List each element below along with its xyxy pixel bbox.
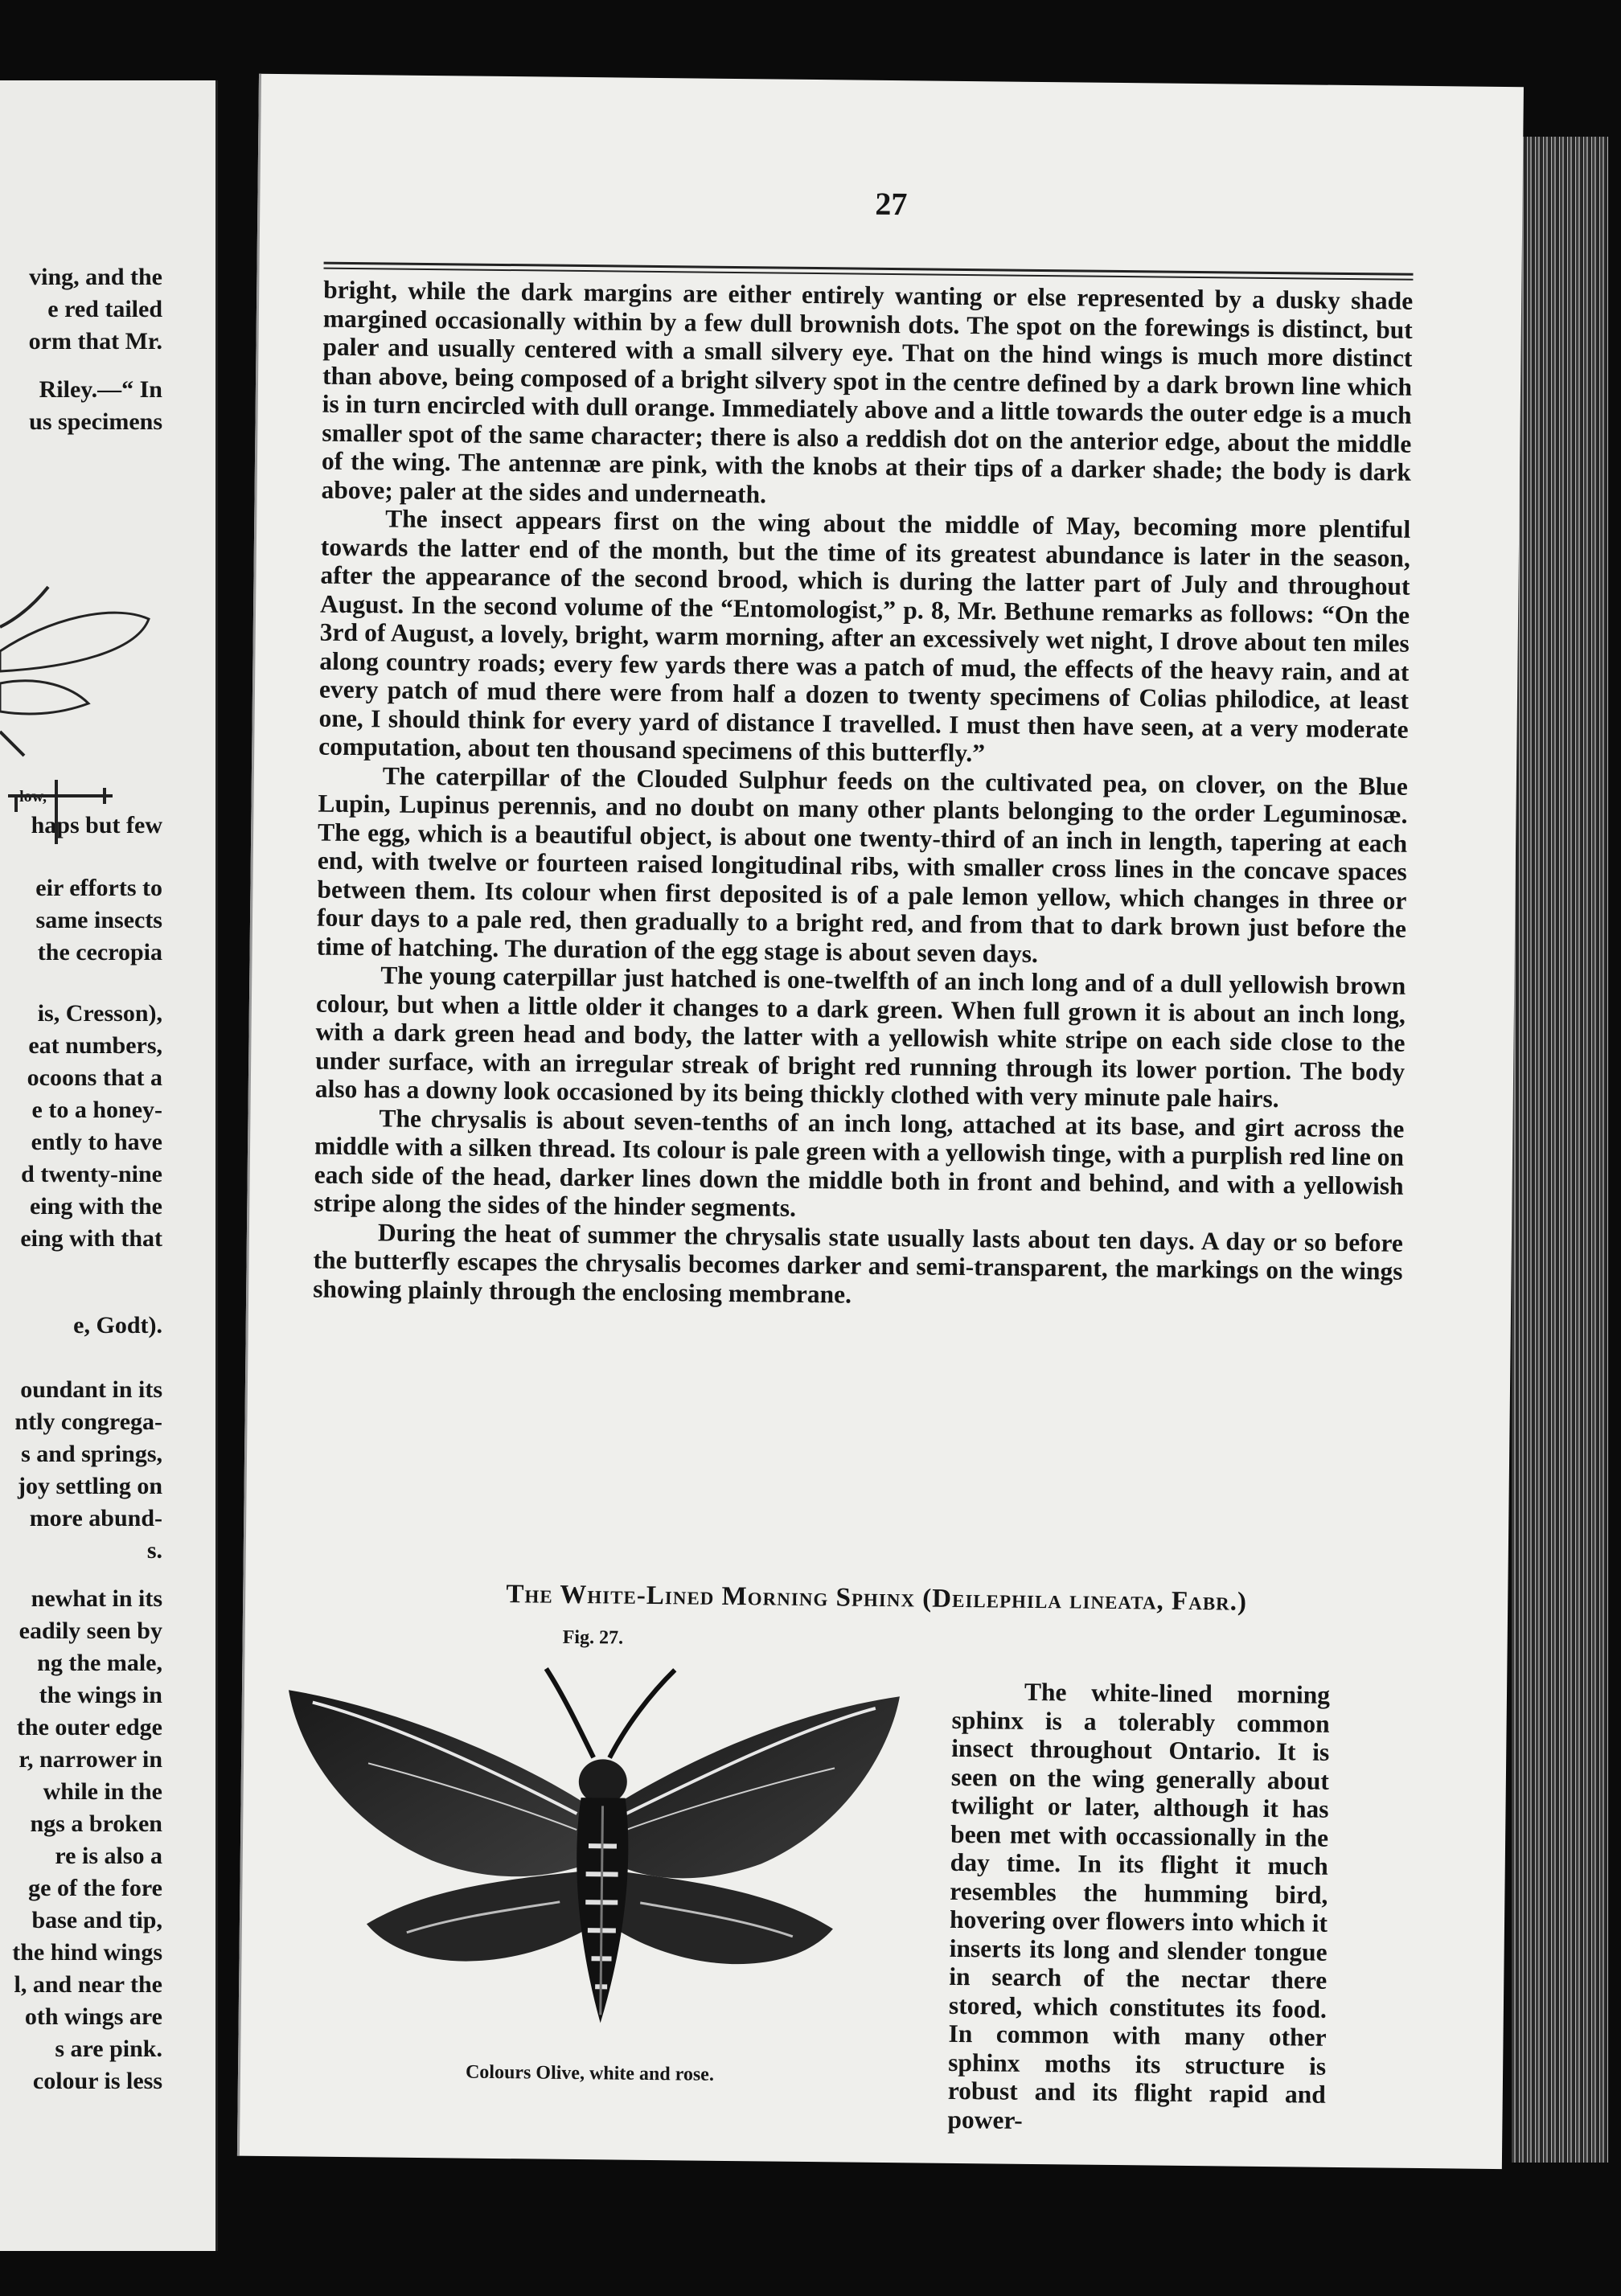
left-line: same insects: [35, 907, 162, 933]
left-line: ngs a broken: [30, 1810, 162, 1837]
body-text: [313, 276, 1413, 1314]
paragraph: The caterpillar of the Clouded Sulphur feeds on the cultivated pea, on clover, on the Blue Lupin, Lupinus perennis, and no doubt on many other plants belonging to the order Leguminosæ. The egg, which is a beautiful object, is about one twenty-third of an inch in length, tapering at each end, with twelve or fourteen raised longitudinal ribs, with smaller cross lines in the concave spaces between them. Its colour when first deposited is of a pale lemon yellow, which changes in three or four days to a pale red, then gradually to a bright red, and from that to dark brown just before the time of hatching. The duration of the egg stage is about seven days.: [316, 761, 1409, 968]
left-line: r, narrower in: [18, 1746, 162, 1773]
left-line: joy settling on: [18, 1473, 162, 1499]
left-line: d twenty-nine: [21, 1161, 162, 1187]
left-line: eat numbers,: [28, 1032, 162, 1059]
insect-fragment-illustration: [0, 531, 153, 852]
left-line: more abund-: [29, 1505, 162, 1531]
left-line: eadily seen by: [18, 1617, 162, 1644]
left-line: eing with the: [30, 1193, 162, 1220]
left-line: ge of the fore: [28, 1875, 162, 1901]
left-page-fragment: [0, 80, 218, 2251]
paragraph: The chrysalis is about seven-tenths of an inch long, attached at its base, and girt across the middle with a silken thread. Its colour is pale green with a yellowish tinge, with a purplish red line on each side of the head, darker lines down the middle both in front and behind, and with a yellowish stripe along the sides of the hinder segments.: [314, 1103, 1405, 1222]
left-line: ving, and the: [29, 264, 162, 290]
left-line: colour is less: [32, 2068, 162, 2094]
left-line: e, Godt).: [73, 1312, 162, 1339]
left-line: eir efforts to: [35, 875, 162, 901]
side-column-text: [947, 1677, 1330, 2138]
paragraph: The young caterpillar just hatched is one-twelfth of an inch long and of a dull yellowish brown colour, but when a little older it changes to a dark green. When full grown it is about an inch long, with a dark green head and body, the latter with a yellowish white stripe on each side close to the under surface, with an irregular streak of bright red running through its lower portion. The body also has a downy look occasioned by its being thickly clothed with very minute pale hairs.: [314, 961, 1406, 1113]
left-line: orm that Mr.: [28, 328, 162, 355]
left-line: haps but few: [31, 812, 162, 838]
figure-label: Fig. 27.: [562, 1626, 624, 1649]
left-line: us specimens: [29, 408, 162, 435]
left-line: re is also a: [55, 1843, 162, 1869]
left-line: ntly congrega-: [14, 1408, 162, 1435]
left-line: while in the: [43, 1778, 162, 1805]
paragraph: bright, while the dark margins are either entirely wanting or else represented by a dusky shade margined occasionally within by a few dull brownish dots. The spot on the forewings is distinct, but paler and usually centered with a small silvery eye. That on the hind wings is much more distinct than above, being composed of a bright silvery spot in the centre defined by a dark brown line which is in turn encircled with dull orange. Immediately above and a little towards the outer edge is a much smaller spot of the same character; there is also a reddish dot on the anterior edge, about the middle of the wing. The antennæ are pink, with the knobs at their tips of a darker shade; the body is dark above; paler at the sides and underneath.: [321, 275, 1414, 508]
left-line: base and tip,: [31, 1907, 162, 1933]
left-line: e to a honey-: [31, 1097, 162, 1123]
left-line: l, and near the: [14, 1971, 162, 1998]
left-line: the outer edge: [16, 1714, 162, 1740]
left-line: ng the male,: [37, 1650, 162, 1676]
left-line: ocoons that a: [27, 1064, 162, 1091]
left-line: oundant in its: [20, 1376, 162, 1403]
paragraph: The white-lined morning sphinx is a tolerably common insect throughout Ontario. It is seen on the wing generally about twilight or later, although it has been met with occassionally in the day time. In its flight it much resembles the humming bird, hovering over flowers into which it inserts its long and slender tongue in search of the nectar there stored, which constitutes its food. In common with many other sphinx moths its structure is robust and its flight rapid and power-: [947, 1677, 1331, 2134]
left-line: e red tailed: [47, 296, 162, 322]
paragraph: The insect appears first on the wing about the middle of May, becoming more plentiful towards the latter end of the month, but the time of its greatest abundance is later in the season, after the appearance of the second brood, which is during the latter part of July and throughout August. In the second volume of the “Entomologist,” p. 8, Mr. Bethune remarks as follows: “On the 3rd of August, a lovely, bright, warm morning, after an excessively wet night, I drove about ten miles along country roads; every few yards there was a patch of mud, the effects of the heavy rain, and at every patch of mud there were from half a dozen to twenty specimens of Colias philodice, at least one, I should think for every yard of distance I travelled. I must then have seen, at a very moderate computation, about ten thousand specimens of this butterfly.”: [318, 504, 1411, 768]
sphinx-moth-illustration: [269, 1642, 916, 2066]
left-line: is, Cresson),: [37, 1000, 162, 1027]
book-edge: [1512, 137, 1608, 2163]
left-line: s.: [146, 1537, 162, 1564]
figure-caption: Colours Olive, white and rose.: [465, 2061, 715, 2085]
book-page: [237, 74, 1524, 2169]
paragraph: During the heat of summer the chrysalis state usually lasts about ten days. A day or so before the butterfly escapes the chrysalis becomes darker and semi-transparent, the markings on the wings showing plainly through the enclosing membrane.: [313, 1217, 1404, 1309]
left-line: eing with that: [20, 1225, 162, 1252]
section-heading: The White-Lined Morning Sphinx (Deilephila lineata, Fabr.): [506, 1580, 1248, 1617]
left-line: oth wings are: [24, 2003, 162, 2030]
page-number: 27: [875, 185, 908, 223]
left-line: Riley.—“ In: [39, 376, 162, 403]
left-line: s are pink.: [55, 2036, 162, 2062]
left-line: newhat in its: [31, 1585, 162, 1612]
left-line: the cecropia: [37, 939, 162, 966]
left-line: the hind wings: [12, 1939, 162, 1966]
left-line: the wings in: [39, 1682, 162, 1708]
left-line: ently to have: [31, 1129, 162, 1155]
left-line: s and springs,: [21, 1441, 162, 1467]
